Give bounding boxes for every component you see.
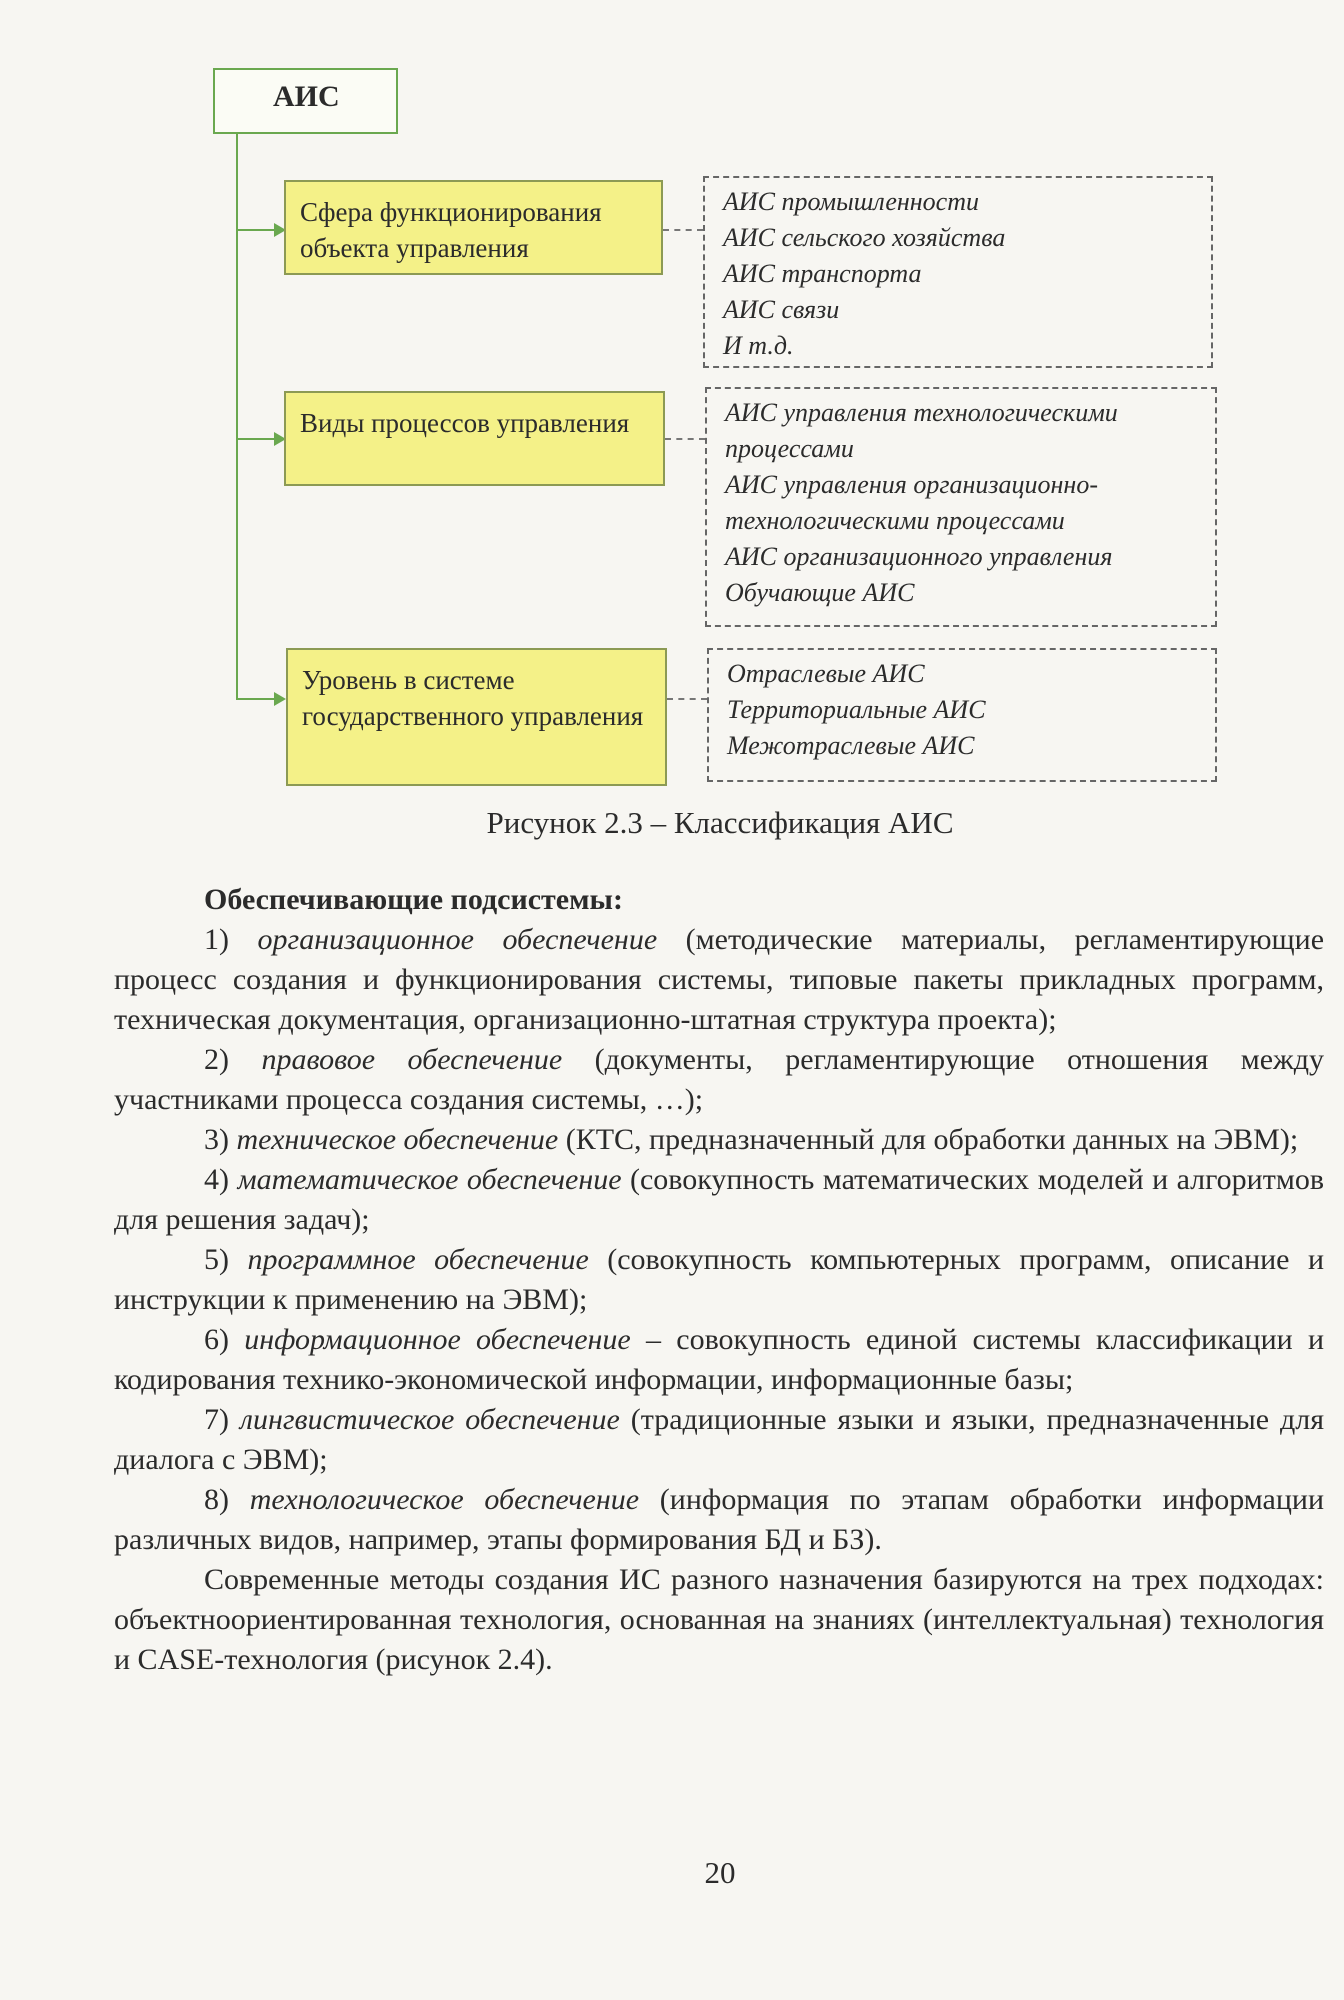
diagram-group-box: [703, 176, 1213, 368]
list-item-text: (КТС, предназначенный для обработки данных на ЭВМ);: [558, 1123, 1299, 1156]
list-item-text: – совокупность единой системы классификации и кодирования технико-экономической информации, информационные базы;: [114, 1323, 1325, 1396]
list-item-term: программное обеспечение: [247, 1243, 589, 1276]
list-item-text: (методические материалы, регламентирующие процесс создания и функционирования системы, типовые пакеты прикладных программ, техническая документация, организационно-штатная структура проекта);: [114, 923, 1325, 1036]
page-number: 20: [704, 1855, 736, 1890]
diagram-group-box: [707, 648, 1217, 782]
list-item: [114, 1400, 1324, 1480]
diagram-trunk-line: [236, 134, 238, 700]
diagram-group-item: АИС сельского хозяйства: [723, 223, 1006, 252]
list-item-term: технологическое обеспечение: [249, 1483, 640, 1516]
diagram-group-item: АИС организационного управления: [725, 542, 1113, 571]
list-item: [114, 1240, 1324, 1320]
diagram-group-item: Территориальные АИС: [727, 695, 986, 724]
diagram-category-label: Сфера функционирования объекта управления: [300, 197, 602, 263]
list-item-term: организационное обеспечение: [257, 923, 658, 956]
list-item-text: (традиционные языки и языки, предназначенные для диалога с ЭВМ);: [114, 1403, 1324, 1476]
diagram-connector: [667, 698, 707, 700]
list-item-number: 5): [204, 1243, 229, 1276]
list-item-text: (совокупность математических моделей и алгоритмов для решения задач);: [114, 1163, 1324, 1236]
list-item-number: 8): [204, 1483, 229, 1516]
list-item-term: техническое обеспечение: [236, 1123, 559, 1156]
diagram-group-item: Обучающие АИС: [725, 578, 915, 607]
list-item-number: 2): [204, 1043, 229, 1076]
diagram-category-box: [284, 391, 665, 486]
arrow-icon: [274, 692, 286, 706]
list-item-term: информационное обеспечение: [244, 1323, 631, 1356]
diagram-group-item: АИС транспорта: [723, 259, 922, 288]
diagram-category-label: Уровень в системе государственного управления: [302, 665, 644, 731]
diagram-group-item: Межотраслевые АИС: [727, 731, 975, 760]
list-item-text: (совокупность компьютерных программ, описание и инструкции к применению на ЭВМ);: [114, 1243, 1324, 1316]
diagram-group-item: АИС управления технологическими: [725, 398, 1118, 427]
diagram-group-box: [705, 387, 1217, 627]
list-item: [114, 1160, 1324, 1240]
list-item-number: 3): [204, 1123, 229, 1156]
list-item-number: 7): [204, 1403, 229, 1436]
diagram-group-item: АИС управления организационно-: [725, 470, 1098, 499]
closing-paragraph: Современные методы создания ИС разного назначения базируются на трех подходах: объектноориентированная технология, основанная на знаниях (интеллектуальная) технология и CASE-технология (рисунок 2.4).: [114, 1563, 1324, 1676]
diagram-category-label: Виды процессов управления: [300, 408, 630, 438]
list-item: [114, 920, 1324, 1040]
diagram-category-box: [286, 648, 667, 786]
figure-caption: Рисунок 2.3 – Классификация АИС: [486, 805, 954, 840]
list-item-number: 4): [204, 1163, 229, 1196]
diagram-connector: [663, 229, 703, 231]
diagram-group-item: процессами: [725, 434, 854, 463]
diagram-group-item: технологическими процессами: [725, 506, 1065, 535]
diagram-group-item: Отраслевые АИС: [727, 659, 925, 688]
list-item-text: (информация по этапам обработки информации различных видов, например, этапы формирования БД и БЗ).: [114, 1483, 1325, 1556]
list-item-number: 1): [204, 923, 229, 956]
diagram-category-box: [284, 180, 663, 275]
list-item-text: (документы, регламентирующие отношения между участниками процесса создания системы, …);: [114, 1043, 1325, 1116]
list-item-number: 6): [204, 1323, 229, 1356]
list-item-term: лингвистическое обеспечение: [239, 1403, 620, 1436]
diagram-root-label: АИС: [273, 80, 340, 113]
diagram-group-item: И т.д.: [723, 331, 794, 360]
list-item: [114, 1320, 1324, 1400]
list-item: [114, 1040, 1324, 1120]
list-item-term: правовое обеспечение: [261, 1043, 563, 1076]
diagram-group-item: АИС промышленности: [723, 187, 979, 216]
section-heading: Обеспечивающие подсистемы:: [204, 883, 623, 916]
diagram-group-item: АИС связи: [723, 295, 840, 324]
list-item: [114, 1120, 1324, 1160]
diagram-root-box: [213, 68, 398, 134]
list-item: [114, 1480, 1324, 1560]
body-text: [114, 880, 1324, 1680]
list-item-term: математическое обеспечение: [237, 1163, 622, 1196]
diagram-connector: [665, 438, 705, 440]
